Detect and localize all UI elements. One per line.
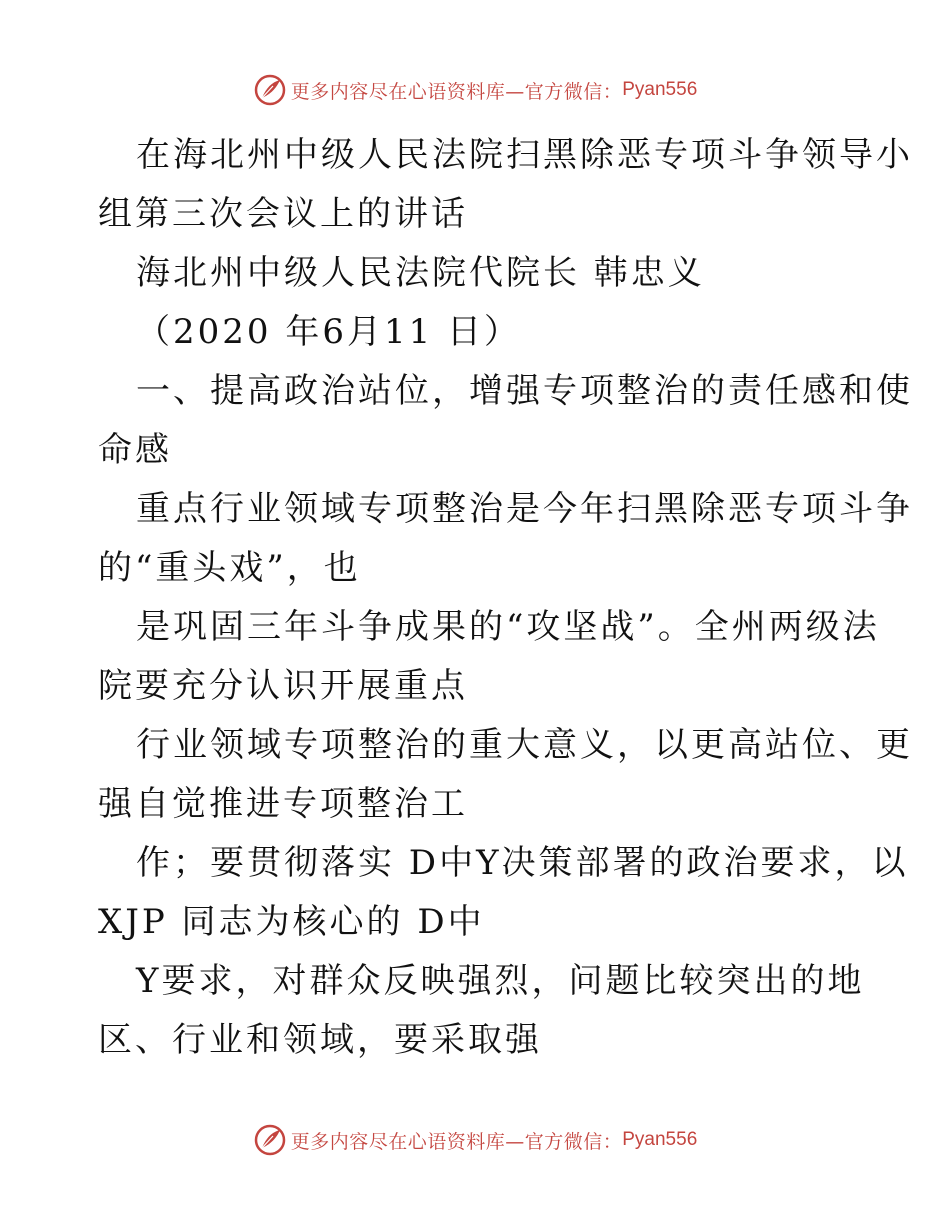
title-line-1: 在海北州中级人民法院扫黑除恶专项斗争领导小 <box>136 135 913 175</box>
paragraph-line: 重点行业领域专项整治是今年扫黑除恶专项斗争 <box>136 489 913 529</box>
paragraph-line: XJP 同志为核心的 D中 <box>98 902 485 942</box>
paragraph-line: Y要求，对群众反映强烈，问题比较突出的地 <box>136 961 865 1001</box>
watermark-id: Pyan556 <box>622 1129 698 1150</box>
watermark-id: Pyan556 <box>622 79 698 100</box>
paragraph-line: 是巩固三年斗争成果的“攻坚战”。全州两级法 <box>136 607 880 647</box>
title-line-2: 组第三次会议上的讲话 <box>98 194 468 234</box>
feather-pen-logo-icon <box>253 73 287 107</box>
paragraph-line: 作；要贯彻落实 D中Y决策部署的政治要求，以 <box>136 843 909 883</box>
footer-watermark <box>0 1120 950 1160</box>
document-body <box>98 126 913 1070</box>
paragraph-line: 区、行业和领域，要采取强 <box>98 1020 542 1060</box>
watermark-text: 更多内容尽在心语资料库—官方微信： <box>290 80 623 103</box>
header-watermark <box>0 70 950 110</box>
section-heading-line-2: 命感 <box>98 430 172 470</box>
paragraph-line: 行业领域专项整治的重大意义，以更高站位、更 <box>136 725 913 765</box>
feather-pen-logo-icon <box>253 1123 287 1157</box>
paragraph-line: 院要充分认识开展重点 <box>98 666 468 706</box>
paragraph-line: 强自觉推进专项整治工 <box>98 784 468 824</box>
watermark-text: 更多内容尽在心语资料库—官方微信： <box>290 1130 623 1153</box>
speaker-line: 海北州中级人民法院代院长 韩忠义 <box>136 253 705 293</box>
date-line: （2020 年6月11 日） <box>136 312 522 352</box>
paragraph-line: 的“重头戏”，也 <box>98 548 361 588</box>
section-heading-line-1: 一、提高政治站位，增强专项整治的责任感和使 <box>136 371 913 411</box>
